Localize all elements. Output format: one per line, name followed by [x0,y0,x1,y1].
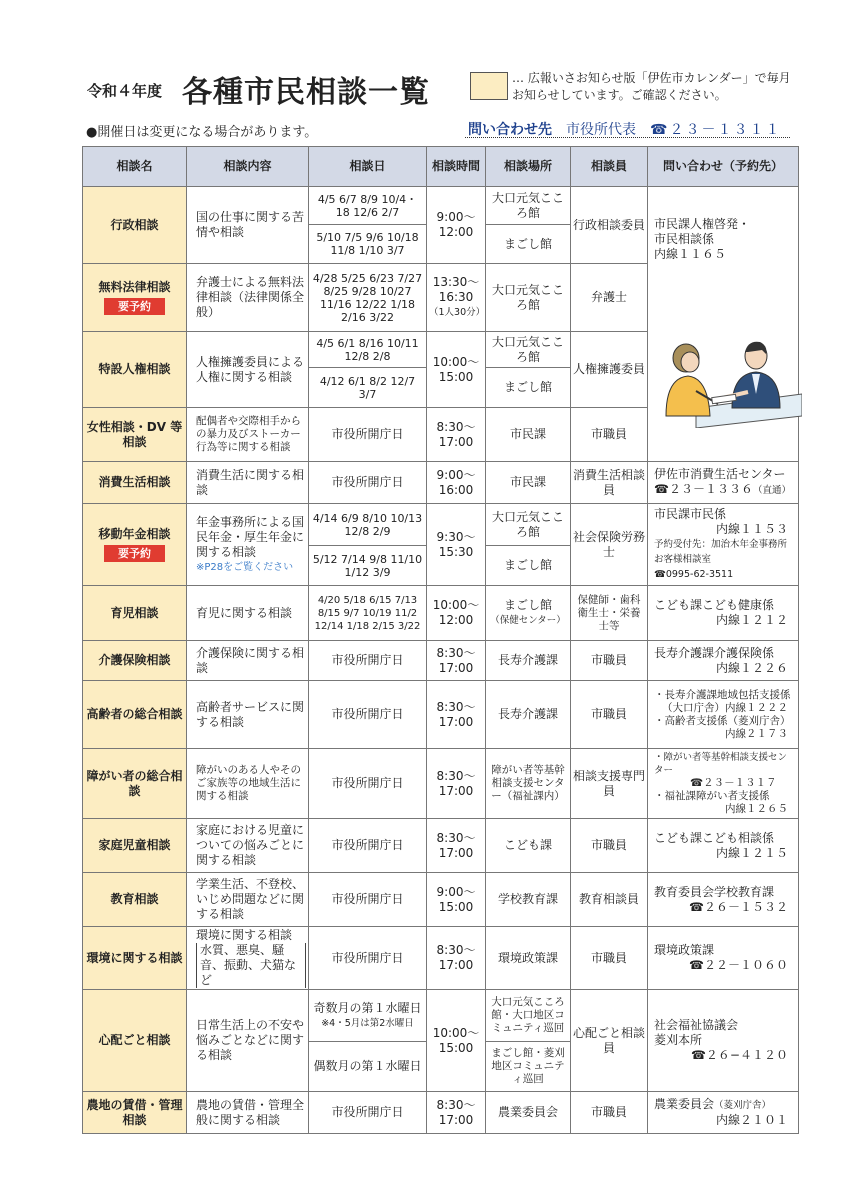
contact-line: 市民課市民係 [654,507,727,521]
row-place: 障がい者等基幹相談支援センター（福祉課内） [486,749,571,819]
table-row [83,927,799,990]
table-row [83,462,799,504]
row-date: 4/5 6/7 8/9 10/4・18 12/6 2/7 [309,187,427,225]
contact-label: 問い合わせ先 [468,122,552,138]
table-row [83,990,799,1042]
row-content-text: 環境に関する相談 [196,928,293,942]
col-header: 相談内容 [187,147,309,187]
row-place: 市民課 [486,408,571,462]
row-place-text: まごし館 [503,598,552,612]
row-content: 介護保険に関する相談 [187,641,309,681]
row-staff: 心配ごと相談員 [571,990,648,1092]
contact-line: ・障がい者等基幹相談支援センター [654,752,788,776]
row-staff: 市職員 [571,819,648,873]
title-year: 令和４年度 [87,82,163,100]
row-content: 日常生活上の不安や悩みごとなどに関する相談 [187,990,309,1092]
row-name-text: 移動年金相談 [98,527,171,541]
row-date: 4/28 5/25 6/23 7/27 8/25 9/28 10/27 11/16 12/22 1/18 2/16 3/22 [309,264,427,332]
row-staff: 市職員 [571,927,648,990]
row-time: 9:30～ 15:30 [427,504,486,586]
row-place: 大口元気こころ館・大口地区コミュニティ巡回 [486,990,571,1042]
row-name: 障がい者の総合相談 [83,749,187,819]
contact-line: 予約受付先：加治木年金事務所お客様相談室 [654,539,788,565]
row-name: 教育相談 [83,873,187,927]
contact-line: 内線２１７３ [725,727,788,740]
row-staff: 行政相談委員 [571,187,648,264]
row-time: 9:00～ 16:00 [427,462,486,504]
row-place: 学校教育課 [486,873,571,927]
contact-note: （直通） [752,485,791,496]
table-row [83,873,799,927]
contact-line: 内線１１６５ [654,247,727,261]
row-staff: 教育相談員 [571,873,648,927]
row-staff: 消費生活相談員 [571,462,648,504]
contact-line [654,482,796,498]
row-time [427,264,486,332]
row-staff: 相談支援専門員 [571,749,648,819]
consultation-table [82,146,799,1134]
contact-line: 内線１２１５ [715,845,788,860]
contact-tel: ☎２６－１５３２ [689,899,788,914]
legend-text: … 広報いさお知らせ版「伊佐市カレンダー」で毎月お知らせしています。ご確認ください。 [512,71,791,102]
row-content: 障がいのある人やそのご家族等の地域生活に関する相談 [187,749,309,819]
contact-line: ・福祉課障がい者支援係 [654,790,770,802]
contact-tel: ☎２３－１３１１ [650,122,782,138]
contact-line: 教育委員会学校教育課 [654,884,775,899]
contact-line: 内線１２６５ [725,803,788,815]
row-time: 9:00～ 15:00 [427,873,486,927]
row-name: 女性相談・DV 等相談 [83,408,187,462]
row-time: 10:00～ 15:00 [427,990,486,1092]
col-header: 相談時間 [427,147,486,187]
contact-tel: ☎２３－１３３６ [654,482,753,496]
contact-note: （菱刈庁舎） [714,1100,772,1111]
col-header: 相談名 [83,147,187,187]
row-name: 消費生活相談 [83,462,187,504]
row-name [83,264,187,332]
row-place: 大口元気こころ館 [486,504,571,546]
table-row [83,749,799,819]
row-staff: 市職員 [571,641,648,681]
table-row [83,819,799,873]
contact-line: ・長寿介護課地域包括支援係 [654,688,791,701]
table-row [83,1092,799,1134]
contact-line: ・高齢者支援係（菱刈庁舎） [654,714,791,727]
contact-line: 市民相談係 [654,232,715,246]
schedule-note: ●開催日は変更になる場合があります。 [86,125,318,140]
row-date: 4/20 5/18 6/15 7/13 8/15 9/7 10/19 11/2 12/14 1/18 2/15 3/22 [309,586,427,641]
row-contact [648,927,799,990]
row-contact [648,749,799,819]
contact-tel: ☎２３－１３１７ [690,777,777,789]
row-date: 5/12 7/14 9/8 11/10 1/12 3/9 [309,546,427,586]
row-date: 市役所開庁日 [309,681,427,749]
contact-line: 内線２１０１ [715,1113,788,1127]
col-header: 問い合わせ（予約先） [648,147,799,187]
contact-line: こども課こども健康係 [654,598,775,612]
row-place: まごし館・菱刈地区コミュニティ巡回 [486,1042,571,1092]
row-contact [648,681,799,749]
row-contact [648,504,799,586]
main-contact [468,119,781,139]
row-time: 10:00～ 12:00 [427,586,486,641]
row-date-note: ※4・5月は第2水曜日 [321,1017,414,1029]
row-staff: 社会保険労務士 [571,504,648,586]
row-name [83,504,187,586]
row-contact [648,819,799,873]
row-time: 8:30～ 17:00 [427,641,486,681]
row-time: 8:30～ 17:00 [427,927,486,990]
col-header: 相談場所 [486,147,571,187]
row-contact [648,873,799,927]
row-name: 介護保険相談 [83,641,187,681]
row-staff: 市職員 [571,681,648,749]
row-place: まごし館 [486,368,571,408]
row-time-text: 13:30～ 16:30 [432,275,480,304]
row-name: 農地の賃借・管理相談 [83,1092,187,1134]
row-place: 長寿介護課 [486,681,571,749]
contact-rep: 市役所代表 [566,122,636,138]
row-contact [648,990,799,1092]
page-title: 各種市民相談一覧 [182,75,430,110]
row-place: 大口元気こころ館 [486,264,571,332]
contact-tel: ☎0995-62-3511 [654,569,734,580]
row-content [187,504,309,586]
row-date-text: 奇数月の第１水曜日 [313,1000,422,1015]
row-date: 4/12 6/1 8/2 12/7 3/7 [309,368,427,408]
row-content-detail: 水質、悪臭、騒音、振動、犬猫など [196,943,306,988]
table-row [83,504,799,546]
row-date: 偶数月の第１水曜日 [309,1042,427,1092]
row-time: 8:30～ 17:00 [427,819,486,873]
row-content: 弁護士による無料法律相談（法律関係全般） [187,264,309,332]
col-header: 相談員 [571,147,648,187]
row-place: 農業委員会 [486,1092,571,1134]
row-date: 市役所開庁日 [309,408,427,462]
row-staff: 人権擁護委員 [571,332,648,408]
consultation-people-icon [656,336,802,428]
row-time: 8:30～ 17:00 [427,1092,486,1134]
contact-line: 内線１１５３ [715,522,788,536]
row-content: 学業生活、不登校、いじめ問題などに関する相談 [187,873,309,927]
row-name: 特設人権相談 [83,332,187,408]
row-name: 心配ごと相談 [83,990,187,1092]
contact-line: 菱刈本所 [654,1033,703,1047]
contact-line: 内線１２２６ [715,660,788,675]
row-name: 環境に関する相談 [83,927,187,990]
contact-line: 社会福祉協議会 [654,1018,739,1032]
legend-color-swatch [470,72,508,100]
row-contact [648,586,799,641]
row-date: 4/5 6/1 8/16 10/11 12/8 2/8 [309,332,427,368]
contact-line: 環境政策課 [654,943,715,957]
row-place: まごし館 [486,225,571,264]
row-time: 9:00～ 12:00 [427,187,486,264]
row-content: 配偶者や交際相手からの暴力及びストーカー行為等に関する相談 [187,408,309,462]
row-place: 大口元気こころ館 [486,332,571,368]
row-content: 家庭における児童についての悩みごとに関する相談 [187,819,309,873]
row-content [187,927,309,990]
col-header: 相談日 [309,147,427,187]
reservation-badge: 要予約 [104,298,165,315]
row-date: 市役所開庁日 [309,1092,427,1134]
contact-line: 市民課人権啓発・ [654,217,751,231]
row-place: 市民課 [486,462,571,504]
row-name-text: 無料法律相談 [98,280,171,294]
row-place: まごし館 [486,546,571,586]
row-date: 4/14 6/9 8/10 10/13 12/8 2/9 [309,504,427,546]
row-content: 国の仕事に関する苦情や相談 [187,187,309,264]
row-date: 市役所開庁日 [309,462,427,504]
row-name: 家庭児童相談 [83,819,187,873]
row-date: 市役所開庁日 [309,641,427,681]
contact-line: 伊佐市消費生活センター [654,467,786,481]
row-place: 長寿介護課 [486,641,571,681]
row-staff: 市職員 [571,408,648,462]
row-date: 市役所開庁日 [309,873,427,927]
row-place: こども課 [486,819,571,873]
contact-line [654,1097,796,1113]
row-name: 行政相談 [83,187,187,264]
contact-line: こども課こども相談係 [654,830,775,845]
row-contact [648,1092,799,1134]
contact-name: 農業委員会 [654,1097,715,1111]
table-row [83,641,799,681]
row-content-text: 年金事務所による国民年金・厚生年金に関する相談 [196,514,305,559]
contact-tel: ☎２６−４１２０ [690,1048,788,1062]
row-content: 農地の賃借・管理全般に関する相談 [187,1092,309,1134]
table-header [83,147,799,187]
contact-line: 長寿介護課介護保険係 [654,645,775,660]
row-date: 5/10 7/5 9/6 10/18 11/8 1/10 3/7 [309,225,427,264]
contact-tel: ☎２２－１０６０ [689,958,788,972]
row-time: 8:30～ 17:00 [427,749,486,819]
row-place: 環境政策課 [486,927,571,990]
row-date [309,990,427,1042]
row-time: 8:30～ 17:00 [427,681,486,749]
table-row [83,681,799,749]
row-place: 大口元気こころ館 [486,187,571,225]
row-date: 市役所開庁日 [309,749,427,819]
table-row [83,586,799,641]
row-contact [648,641,799,681]
row-contact [648,462,799,504]
contact-line: 内線１２１２ [715,613,788,627]
row-name: 高齢者の総合相談 [83,681,187,749]
row-time: 8:30～ 17:00 [427,408,486,462]
row-staff: 市職員 [571,1092,648,1134]
row-staff: 保健師・歯科衛生士・栄養士等 [571,586,648,641]
contact-line: （大口庁舎）内線１２２２ [662,701,788,714]
row-date: 市役所開庁日 [309,819,427,873]
row-place [486,586,571,641]
row-staff: 弁護士 [571,264,648,332]
table-row [83,187,799,225]
row-name: 育児相談 [83,586,187,641]
row-time-note: （1人30分） [429,307,486,318]
row-time: 10:00～ 15:00 [427,332,486,408]
row-content: 消費生活に関する相談 [187,462,309,504]
reservation-badge: 要予約 [104,545,165,562]
divider [465,137,790,138]
row-place-note: （保健センター） [490,615,566,626]
row-date: 市役所開庁日 [309,927,427,990]
row-content: 高齢者サービスに関する相談 [187,681,309,749]
row-content: 人権擁護委員による人権に関する相談 [187,332,309,408]
page-reference-link[interactable]: ※P28をご覧ください [196,561,294,573]
row-content: 育児に関する相談 [187,586,309,641]
